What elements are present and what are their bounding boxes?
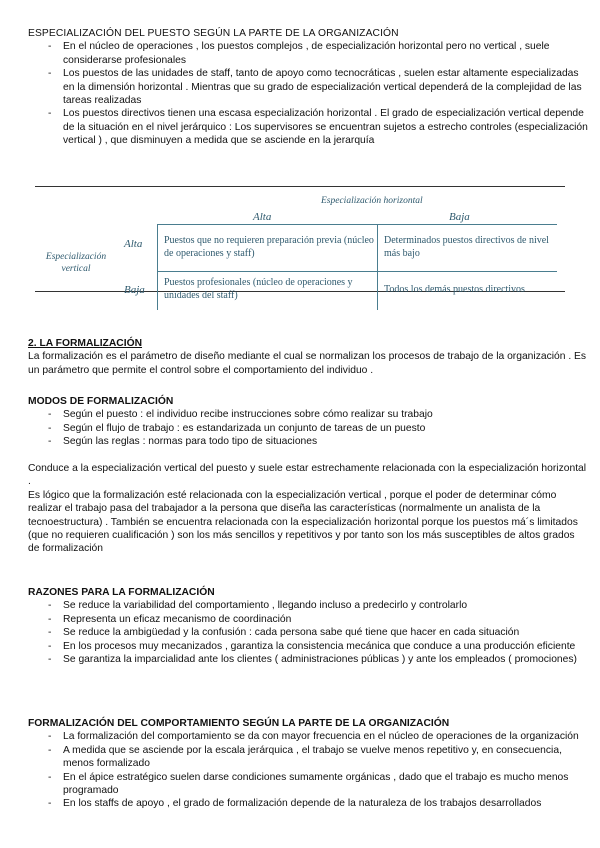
cell-low-high: Puestos profesionales (núcleo de operaciones y unidades del staff) — [164, 277, 353, 301]
list-item: - En los staffs de apoyo , el grado de formalización depende de la naturaleza de los trabajos desarrollados — [28, 797, 588, 810]
bullet-list — [28, 599, 588, 666]
section-title: FORMALIZACIÓN DEL COMPORTAMIENTO SEGÚN LA PARTE DE LA ORGANIZACIÓN — [28, 718, 450, 729]
horizontal-axis-header: Especialización horizontal — [321, 196, 423, 206]
list-item: - Los puestos de las unidades de staff, tanto de apoyo como tecnocráticas , suelen estar altamente especializadas en la dimensión horizontal . Mientras que su grado de especialización vertical dependerá de la complejidad de las tareas realizadas — [28, 67, 588, 107]
list-item: - La formalización del comportamiento se da con mayor frecuencia en el núcleo de operaciones de la organización — [28, 730, 588, 743]
bullet-list — [28, 40, 588, 147]
paragraph: Conduce a la especialización vertical del puesto y suele estar estrechamente relacionada con la especialización horizontal . — [28, 463, 587, 488]
list-item: - A medida que se asciende por la escala jerárquica , el trabajo se vuelve menos repetitivo y, en consecuencia, menos formalizado — [28, 744, 588, 771]
row-header-low: Baja — [124, 284, 145, 296]
grid-line — [157, 224, 158, 310]
bullet-list — [28, 730, 588, 810]
list-item: - En el núcleo de operaciones , los puestos complejos , de especialización horizontal pero no vertical , suele considerarse profesionales — [28, 40, 588, 67]
list-item: - Según las reglas : normas para todo tipo de situaciones — [28, 435, 588, 448]
list-item: - Según el flujo de trabajo : es estandarizada un conjunto de tareas de un puesto — [28, 422, 588, 435]
section-formalization — [28, 337, 588, 377]
section-title: RAZONES PARA LA FORMALIZACIÓN — [28, 587, 215, 598]
cell-high-low: Determinados puestos directivos de nivel más bajo — [384, 235, 549, 259]
list-item: - En el ápice estratégico suelen darse condiciones sumamente orgánicas , dado que el trabajo es mucho menos programado — [28, 771, 588, 798]
row-header-high: Alta — [124, 238, 143, 250]
list-item: - Se reduce la ambigüedad y la confusión : cada persona sabe qué tiene que hacer en cada situación — [28, 626, 588, 639]
section-specialization — [28, 27, 588, 148]
column-header-high: Alta — [253, 211, 272, 223]
list-item: - Representa un eficaz mecanismo de coordinación — [28, 613, 588, 626]
list-item: - En los procesos muy mecanizados , garantiza la consistencia mecánica que conduce a una producción eficiente — [28, 640, 588, 653]
section-modes — [28, 395, 588, 556]
list-item: - Se reduce la variabilidad del comportamiento , llegando incluso a predecirlo y controlarlo — [28, 599, 588, 612]
grid-line — [157, 271, 557, 272]
grid-line — [157, 224, 557, 225]
list-item: - Según el puesto : el individuo recibe instrucciones sobre cómo realizar su trabajo — [28, 408, 588, 421]
cell-low-low: Todos los demás puestos directivos — [384, 284, 525, 295]
section-behavior — [28, 717, 588, 811]
paragraph: Es lógico que la formalización esté relacionada con la especialización vertical , porque el poder de determinar cómo realizar el trabajo pasa del trabajador a la persona que diseña las características (normalmente un analista de la tecnoestructura) . También se encuentra relacionada con la especialización horizontal porque los puestos má´s limitados (que no requieren cualificación ) son los más sencillos y repetitivos y por tanto son los más susceptibles de altos grados de formalización — [28, 489, 578, 555]
section-title: 2. LA FORMALIZACIÓN — [28, 338, 143, 349]
specialization-table — [35, 186, 565, 301]
vertical-axis-header: Especialización vertical — [45, 252, 107, 274]
section-title: ESPECIALIZACIÓN DEL PUESTO SEGÚN LA PARTE DE LA ORGANIZACIÓN — [28, 28, 399, 39]
column-header-low: Baja — [449, 211, 470, 223]
section-title: MODOS DE FORMALIZACIÓN — [28, 396, 174, 407]
section-reasons — [28, 586, 588, 666]
paragraph: La formalización es el parámetro de diseño mediante el cual se normalizan los procesos de trabajo de la organización . Es un parámetro que permite el control sobre el comportamiento del individuo . — [28, 351, 587, 376]
grid-line — [377, 224, 378, 310]
cell-high-high: Puestos que no requieren preparación previa (núcleo de operaciones y staff) — [164, 235, 374, 259]
bullet-list — [28, 408, 588, 448]
list-item: - Se garantiza la imparcialidad ante los clientes ( administraciones públicas ) y ante los empleados ( promociones) — [28, 653, 588, 666]
list-item: - Los puestos directivos tienen una escasa especialización horizontal . El grado de especialización vertical depende de la situación en el nivel jerárquico : Los supervisores se encuentran sujetos a estrecho controles (especialización vertical ) , que disminuyen a medida que se asciende en la jerarquía — [28, 107, 588, 147]
